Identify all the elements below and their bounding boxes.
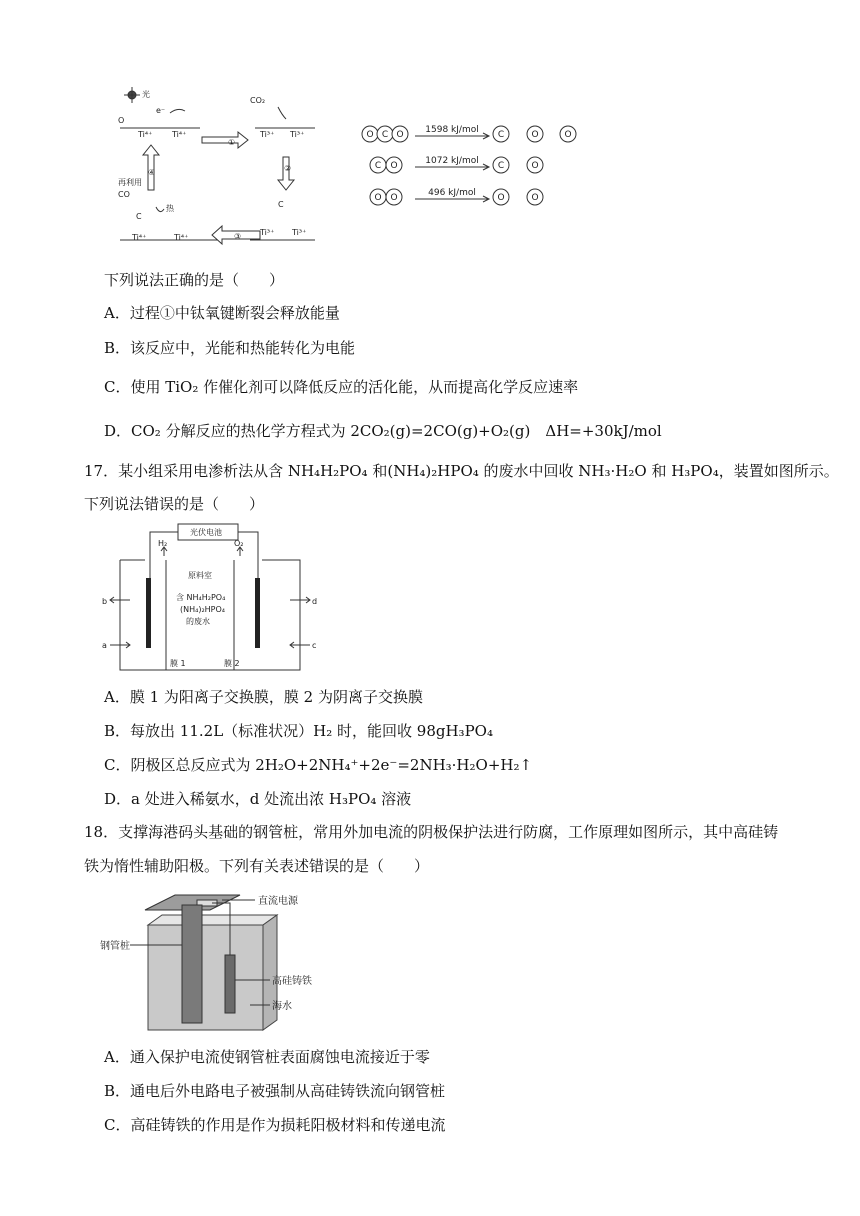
energy-label-3: 496 kJ/mol (428, 188, 476, 198)
c-atom: C (136, 212, 142, 221)
ti-ion: Ti³⁺ (290, 130, 305, 139)
seawater-label: 海水 (272, 1001, 292, 1012)
q16-option-c: C．使用 TiO₂ 作催化剂可以降低反应的活化能，从而提高化学反应速率 (104, 378, 579, 396)
cathodic-protection-figure (100, 885, 340, 1035)
ti-ion: Ti⁴⁺ (132, 233, 147, 242)
ti-ion: Ti³⁺ (292, 228, 307, 237)
o-atom: O (390, 161, 398, 171)
co2-label: CO₂ (250, 96, 266, 105)
o-atom: O (531, 193, 539, 203)
ti-ion: Ti³⁺ (260, 130, 275, 139)
o-atom: O (366, 130, 374, 140)
ti-ion: Ti⁴⁺ (172, 130, 187, 139)
q16-stem: 下列说法正确的是（ ） (104, 271, 285, 289)
membrane-2-label: 膜 2 (224, 659, 240, 668)
o-atom: O (118, 116, 125, 125)
c-atom: C (374, 161, 382, 171)
q17-option-c: C．阴极区总反应式为 2H₂O+2NH₄⁺+2e⁻=2NH₃·H₂O+H₂↑ (104, 756, 533, 774)
c-atom: C (497, 130, 505, 140)
q17-option-a: A．膜 1 为阳离子交换膜，膜 2 为阴离子交换膜 (104, 688, 423, 706)
o-atom: O (374, 193, 382, 203)
port-d: d (312, 597, 318, 606)
port-c: c (312, 641, 317, 650)
o-atom: O (497, 193, 505, 203)
c-atom: C (381, 130, 389, 140)
reuse-label: 再利用 (118, 178, 142, 187)
feed-content-1: 含 NH₄H₂PO₄ (176, 593, 226, 602)
q16-option-b: B．该反应中，光能和热能转化为电能 (104, 339, 356, 357)
feed-content-3: 的废水 (186, 617, 210, 626)
c-atom: C (278, 200, 284, 209)
heat-label: 热 (166, 204, 174, 213)
step-1-label: ① (228, 138, 236, 147)
o2-label: O₂ (234, 539, 244, 548)
step-3-label: ③ (234, 232, 242, 241)
feed-room-label: 原料室 (188, 571, 212, 580)
tio2-cycle-figure (110, 85, 325, 255)
q18-option-b: B．通电后外电路电子被强制从高硅铸铁流向钢管桩 (104, 1082, 446, 1100)
step-2-label: ② (284, 164, 292, 173)
dc-power-label: 直流电源 (258, 896, 298, 907)
q17-option-d: D．a 处进入稀氨水，d 处流出浓 H₃PO₄ 溶液 (104, 790, 412, 808)
electron-label: e⁻ (156, 106, 166, 115)
light-label: 光 (142, 90, 150, 99)
q16-option-d: D．CO₂ 分解反应的热化学方程式为 2CO₂(g)=2CO(g)+O₂(g) ΔH=+30kJ/mol (104, 422, 662, 440)
energy-label-2: 1072 kJ/mol (425, 156, 479, 166)
q16-option-a: A．过程①中钛氧键断裂会释放能量 (104, 304, 340, 322)
electrodialysis-figure (100, 520, 320, 680)
o-atom: O (390, 193, 398, 203)
q18-option-a: A．通入保护电流使钢管桩表面腐蚀电流接近于零 (104, 1048, 430, 1066)
o-atom: O (531, 130, 539, 140)
ti-ion: Ti³⁺ (260, 228, 275, 237)
h2-label: H₂ (158, 539, 168, 548)
feed-content-2: (NH₄)₂HPO₄ (180, 605, 225, 614)
ti-ion: Ti⁴⁺ (174, 233, 189, 242)
o-atom: O (396, 130, 404, 140)
co-label: CO (118, 190, 130, 199)
q18-option-c: C．高硅铸铁的作用是作为损耗阳极材料和传递电流 (104, 1116, 446, 1134)
bond-energy-figure (360, 118, 585, 213)
o-atom: O (531, 161, 539, 171)
q17-option-b: B．每放出 11.2L（标准状况）H₂ 时，能回收 98gH₃PO₄ (104, 722, 493, 740)
q18-stem-line1: 18．支撑海港码头基础的钢管桩，常用外加电流的阴极保护法进行防腐，工作原理如图所示，其中高硅铸 (84, 823, 779, 841)
port-b: b (102, 597, 108, 606)
energy-label-1: 1598 kJ/mol (425, 125, 479, 135)
steel-pile-label: 钢管桩 (100, 941, 130, 952)
c-atom: C (497, 161, 505, 171)
o-atom: O (564, 130, 572, 140)
step-4-label: ④ (148, 168, 156, 177)
port-a: a (102, 641, 107, 650)
q18-stem-line2: 铁为惰性辅助阳极。下列有关表述错误的是（ ） (84, 857, 430, 875)
q17-stem-line2: 下列说法错误的是（ ） (84, 495, 265, 513)
pv-cell-label: 光伏电池 (190, 528, 222, 537)
ti-ion: Ti⁴⁺ (138, 130, 153, 139)
q17-stem-line1: 17．某小组采用电渗析法从含 NH₄H₂PO₄ 和(NH₄)₂HPO₄ 的废水中回收 NH₃·H₂O 和 H₃PO₄，装置如图所示。 (84, 462, 839, 480)
membrane-1-label: 膜 1 (170, 659, 186, 668)
silicon-iron-label: 高硅铸铁 (272, 976, 312, 987)
